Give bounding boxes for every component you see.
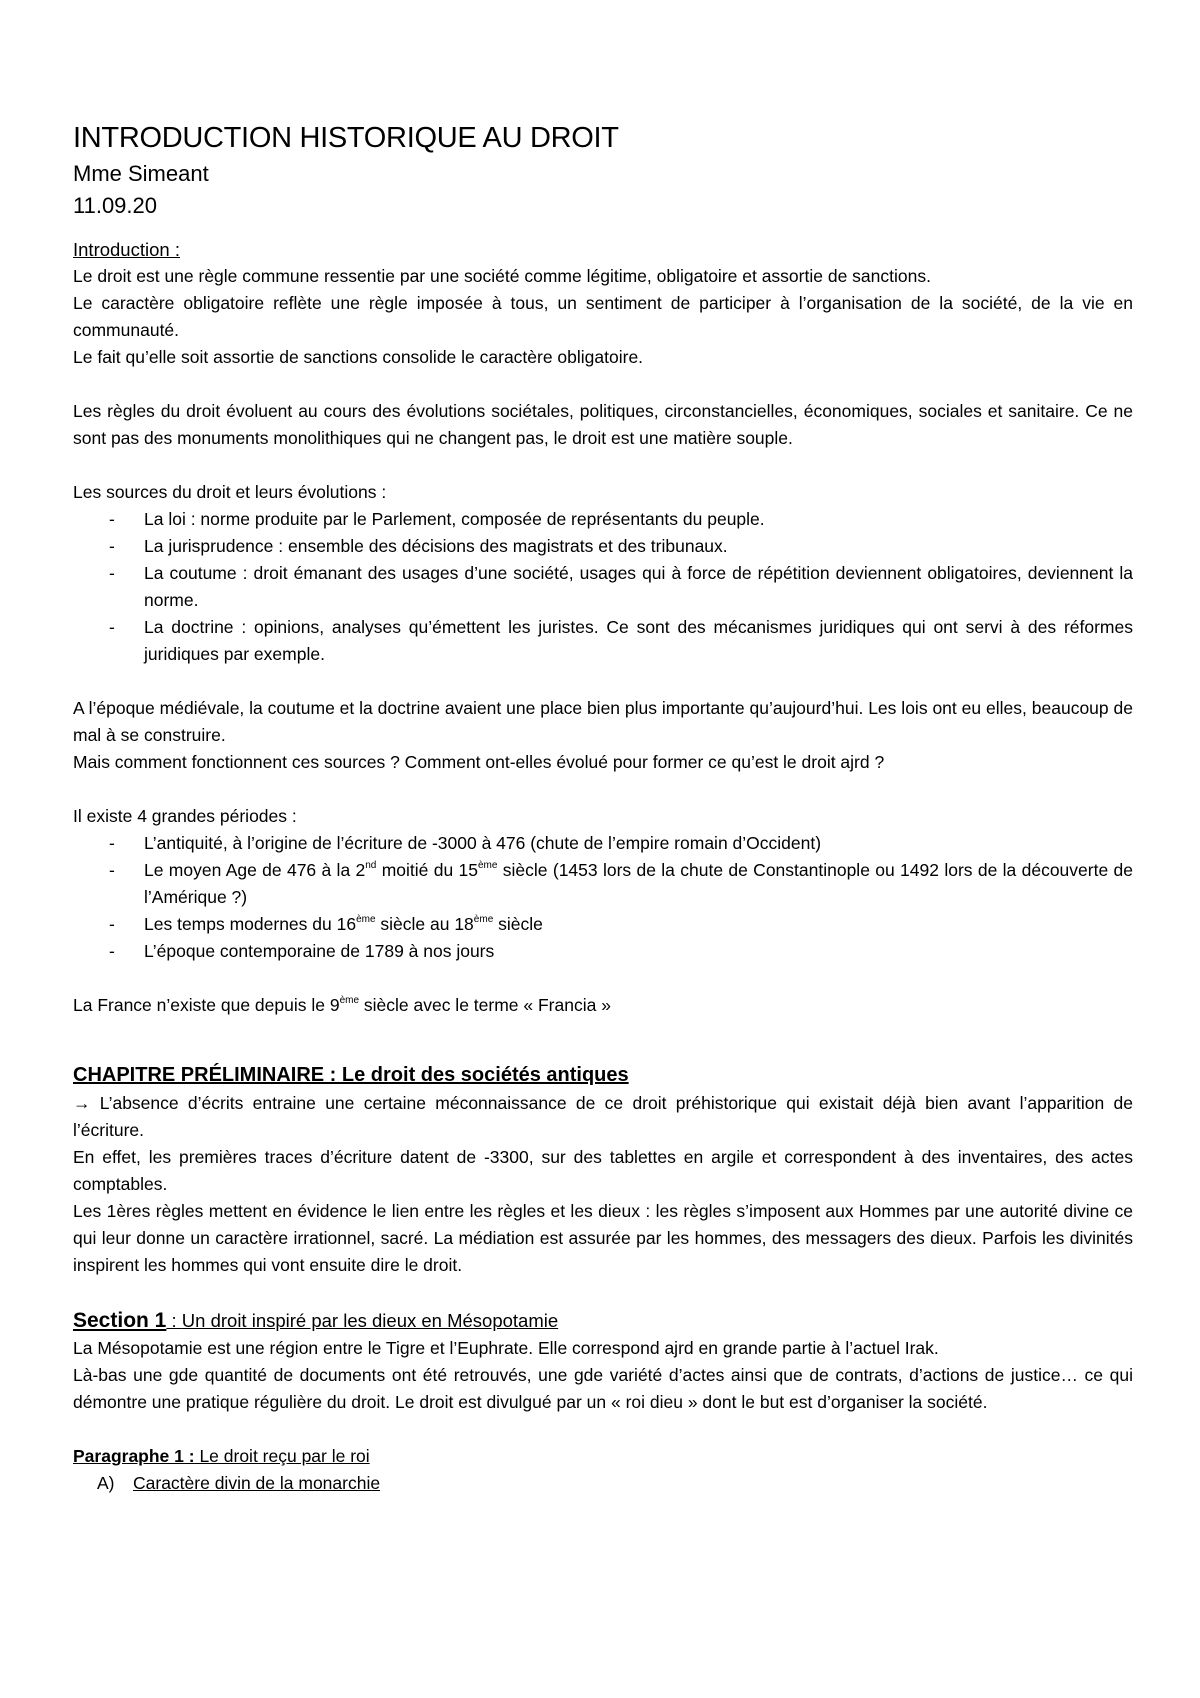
section-label: Section 1 [73,1309,167,1332]
spacer [73,965,1133,992]
intro-heading: Introduction : [73,239,180,260]
list-item [73,911,1133,938]
chapter-paragraph: En effet, les premières traces d’écriture datent de -3300, sur des tablettes en argile et correspondent à des inventaires, des actes comptables. [73,1147,1133,1194]
spacer [73,452,1133,479]
period-text: Le moyen Age de 476 à la 2 [144,860,366,880]
superscript: nd [365,860,377,871]
france-note [73,992,1133,1019]
list-item: - La jurisprudence : ensemble des décisions des magistrats et des tribunaux. [73,533,1133,560]
chapter-paragraph: Les 1ères règles mettent en évidence le lien entre les règles et les dieux : les règles s’imposent aux Hommes par une autorité divine ce qui leur donne un caractère irrationnel, sacré. La médiation est assurée par les hommes, des messagers des dieux. Parfois les divinités inspirent les hommes qui vont ensuite dire le droit. [73,1201,1133,1275]
list-item: - La doctrine : opinions, analyses qu’émettent les juristes. Ce sont des mécanismes juridiques qui ont servi à des réformes juridiques par exemple. [73,614,1133,668]
france-text: La France n’existe que depuis le 9 [73,995,340,1015]
spacer [73,371,1133,398]
section-separator: : [166,1310,182,1331]
spacer [73,222,1133,236]
list-item: - L’époque contemporaine de 1789 à nos jours [73,938,1133,965]
subheading [73,1470,1133,1497]
subheading-label: A) [97,1473,115,1493]
spacer [73,1019,1133,1046]
period-text: siècle au 18 [375,914,474,934]
section-heading [73,1306,1133,1335]
arrow-right-icon: → [73,1093,91,1113]
list-item [73,857,1133,911]
date: 11.09.20 [73,193,158,218]
intro-paragraph: A l’époque médiévale, la coutume et la doctrine avaient une place bien plus importante qu’aujourd’hui. Les lois ont eu elles, beaucoup de mal à se construire. [73,698,1133,745]
period-text: siècle (1453 lors de la chute de Constantinople ou 1492 lors de la découverte de l’Amérique ?) [144,860,1133,907]
intro-paragraph: Le droit est une règle commune ressentie par une société comme légitime, obligatoire et assortie de sanctions. [73,266,931,286]
list-item: - L’antiquité, à l’origine de l’écriture de -3000 à 476 (chute de l’empire romain d’Occident) [73,830,1133,857]
list-item: - La loi : norme produite par le Parlement, composée de représentants du peuple. [73,506,1133,533]
intro-paragraph: Mais comment fonctionnent ces sources ? Comment ont-elles évolué pour former ce qu’est le droit ajrd ? [73,752,885,772]
section-paragraph: Là-bas une gde quantité de documents ont été retrouvés, une gde variété d’actes ainsi que de contrats, d’actions de justice… ce qui démontre une pratique régulière du droit. Le droit est divulgué par un « roi dieu » dont le but est d’organiser la société. [73,1365,1133,1412]
superscript: ème [339,995,360,1006]
author: Mme Simeant [73,161,209,186]
section-title: Un droit inspiré par les dieux en Mésopotamie [181,1310,559,1331]
spacer [73,1046,1133,1060]
superscript: ème [473,914,494,925]
chapter-paragraph [73,1090,1133,1144]
periods-intro: Il existe 4 grandes périodes : [73,806,297,826]
intro-paragraph: Le fait qu’elle soit assortie de sanctions consolide le caractère obligatoire. [73,347,644,367]
paragraph-label: Paragraphe 1 : [73,1446,195,1466]
section-paragraph: La Mésopotamie est une région entre le Tigre et l’Euphrate. Elle correspond ajrd en grande partie à l’actuel Irak. [73,1338,939,1358]
spacer [73,1416,1133,1443]
intro-paragraph: Les règles du droit évoluent au cours des évolutions sociétales, politiques, circonstancielles, économiques, sociales et sanitaire. Ce ne sont pas des monuments monolithiques qui ne changent pas, le droit est une matière souple. [73,401,1133,448]
document-title: INTRODUCTION HISTORIQUE AU DROIT [73,122,619,154]
period-text: siècle [493,914,543,934]
list-item: - La coutume : droit émanant des usages d’une société, usages qui à force de répétition deviennent obligatoires, deviennent la norme. [73,560,1133,614]
france-text: siècle avec le terme « Francia » [359,995,611,1015]
paragraph-heading [73,1443,1133,1470]
document-page [73,118,1133,1497]
spacer [73,776,1133,803]
superscript: ème [356,914,376,925]
subheading-title: Caractère divin de la monarchie [133,1473,381,1493]
superscript: ème [478,860,498,871]
paragraph-title: Le droit reçu par le roi [194,1446,370,1466]
intro-paragraph: Le caractère obligatoire reflète une règle imposée à tous, un sentiment de participer à l’organisation de la société, de la vie en communauté. [73,293,1133,340]
sources-intro: Les sources du droit et leurs évolutions : [73,482,387,502]
spacer [73,1279,1133,1306]
sources-list [73,506,1133,668]
spacer [73,668,1133,695]
periods-list [73,830,1133,965]
period-text: Les temps modernes du 16 [144,914,357,934]
chapter-text: L’absence d’écrits entraine une certaine méconnaissance de ce droit préhistorique qui existait déjà bien avant l’apparition de l’écriture. [73,1093,1133,1140]
chapter-heading: CHAPITRE PRÉLIMINAIRE : Le droit des sociétés antiques [73,1064,629,1086]
period-text: moitié du 15 [376,860,478,880]
